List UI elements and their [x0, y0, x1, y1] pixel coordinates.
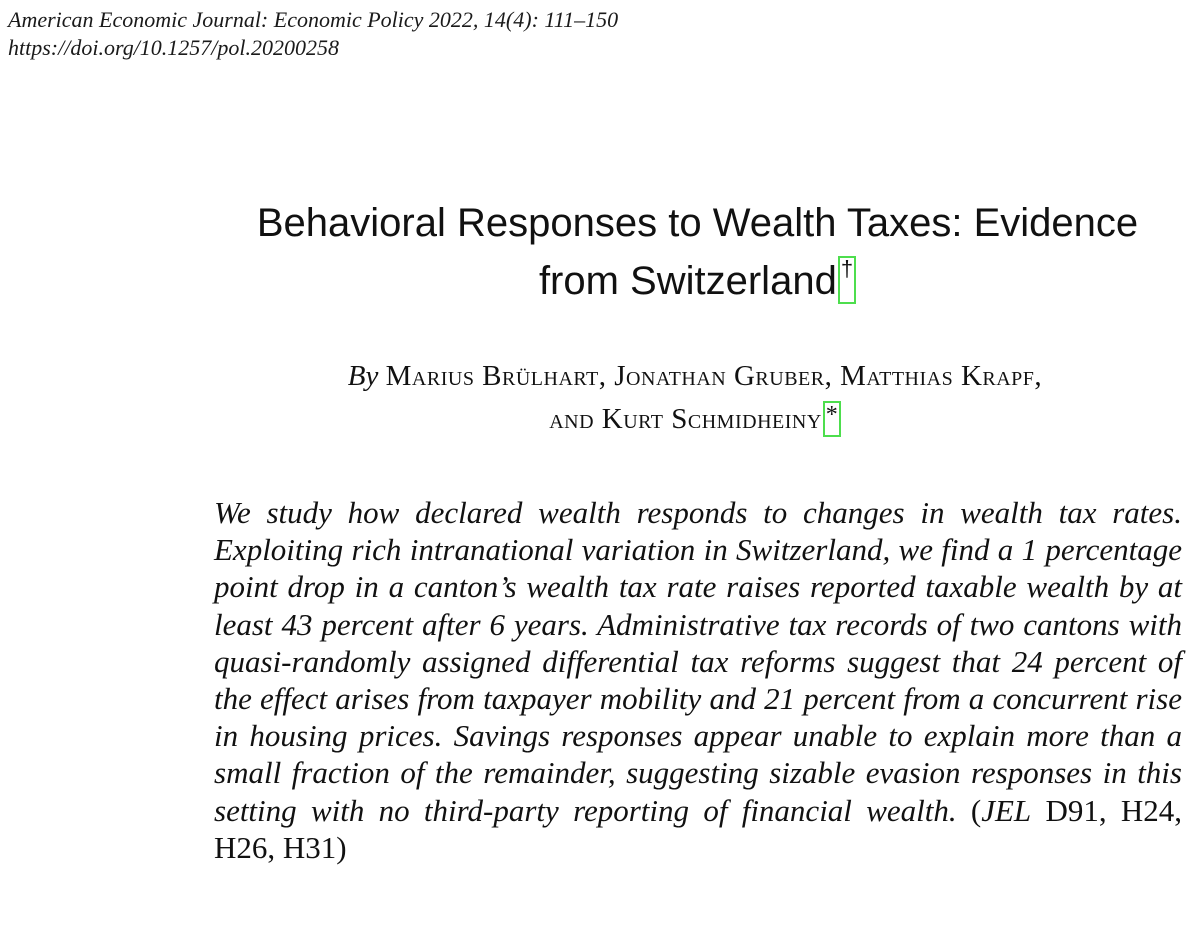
jel-label: JEL	[981, 792, 1032, 828]
title-line-2: from Switzerland	[538, 259, 837, 303]
journal-citation: American Economic Journal: Economic Policy 2022, 14(4): 111–150	[8, 7, 619, 32]
title-footnote-mark[interactable]: †	[838, 256, 856, 304]
byline-by: By	[347, 360, 379, 392]
abstract	[214, 494, 1182, 866]
journal-header	[8, 6, 618, 62]
abstract-text: We study how declared wealth responds to changes in wealth tax rates. Exploiting rich intranational variation in Switzerland, we find a 1 percentage point drop in a canton’s wealth tax rate raises reported taxable wealth by at least 43 percent after 6 years. Administrative tax records of two cantons with quasi-randomly assigned differential tax reforms suggest that 24 percent of the effect arises from taxpayer mobility and 21 percent from a concurrent rise in housing prices. Savings responses appear unable to explain more than a small fraction of the remainder, suggesting sizable evasion responses in this setting with no third-party reporting of financial wealth.	[214, 495, 1182, 828]
byline-line-1	[215, 355, 1175, 398]
author-footnote-mark[interactable]: *	[823, 401, 841, 437]
title-line-2-wrapper	[205, 252, 1190, 310]
byline-line-2	[215, 398, 1175, 441]
author-byline	[215, 355, 1175, 441]
byline-authors-1: Marius Brülhart, Jonathan Gruber, Matthias Krapf,	[385, 360, 1043, 392]
jel-close-paren: )	[336, 829, 347, 865]
title-line-1: Behavioral Responses to Wealth Taxes: Evidence	[256, 201, 1139, 245]
jel-codes: D91, H24, H26, H31	[214, 792, 1182, 865]
jel-open-paren: (	[970, 792, 982, 828]
byline-authors-2: and Kurt Schmidheiny	[549, 403, 822, 435]
doi-link[interactable]: https://doi.org/10.1257/pol.20200258	[8, 35, 340, 60]
paper-title	[205, 194, 1190, 310]
